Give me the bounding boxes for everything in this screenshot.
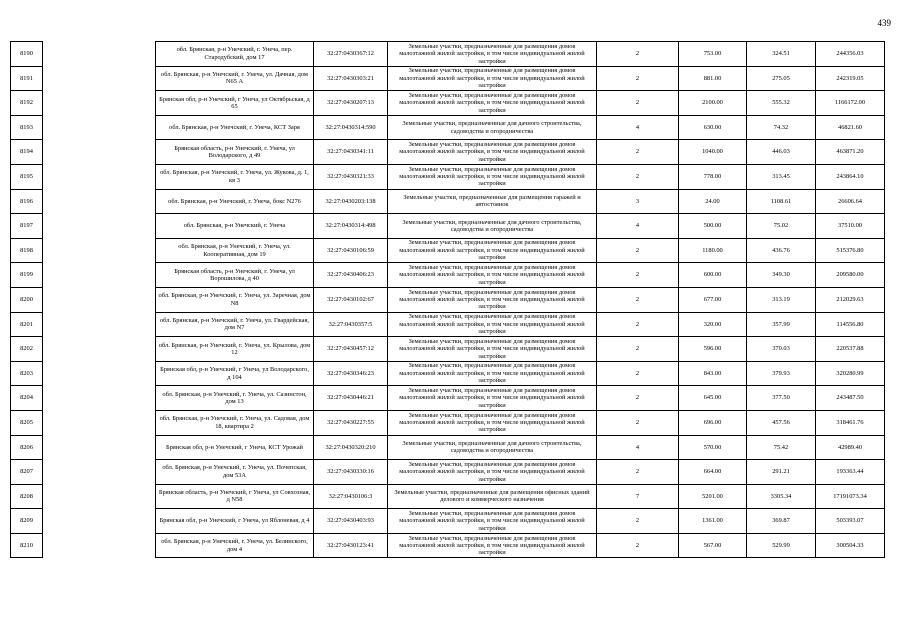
land-use-cell: Земельные участки, предназначенные для размещения домов малоэтажной жилой застройки, в том числе индивидуальной жилой застройки xyxy=(388,337,597,362)
blank-cell xyxy=(43,460,156,485)
rate-cell: 3305.34 xyxy=(747,484,816,509)
group-cell: 2 xyxy=(597,460,679,485)
land-use-cell: Земельные участки, предназначенные для размещения домов малоэтажной жилой застройки, в том числе индивидуальной жилой застройки xyxy=(388,164,597,189)
cadastral-value-cell: 1166172.00 xyxy=(816,91,885,116)
area-cell: 1180.00 xyxy=(679,238,747,263)
area-cell: 753.00 xyxy=(679,42,747,67)
land-use-cell: Земельные участки, предназначенные для размещения домов малоэтажной жилой застройки, в том числе индивидуальной жилой застройки xyxy=(388,386,597,411)
cadastral-value-cell: 212029.63 xyxy=(816,287,885,312)
group-cell: 2 xyxy=(597,287,679,312)
blank-cell xyxy=(43,410,156,435)
cadastral-value-cell: 37510.00 xyxy=(816,214,885,239)
cadastral-number-cell: 32:27:0430314:590 xyxy=(314,115,388,140)
blank-cell xyxy=(43,164,156,189)
table-row xyxy=(11,66,885,91)
land-use-cell: Земельные участки, предназначенные для размещения домов малоэтажной жилой застройки, в том числе индивидуальной жилой застройки xyxy=(388,238,597,263)
cadastral-number-cell: 32:27:0430227:55 xyxy=(314,410,388,435)
land-use-cell: Земельные участки, предназначенные для размещения домов малоэтажной жилой застройки, в том числе индивидуальной жилой застройки xyxy=(388,361,597,386)
land-use-cell: Земельные участки, предназначенные для дачного строительства, садоводства и огородничества xyxy=(388,115,597,140)
cadastral-value-cell: 243864.10 xyxy=(816,164,885,189)
address-cell: обл. Брянская, р-н Унечский, г. Унеча, КСТ Заря xyxy=(156,115,314,140)
table-row xyxy=(11,140,885,165)
group-cell: 4 xyxy=(597,115,679,140)
rate-cell: 457.56 xyxy=(747,410,816,435)
land-use-cell: Земельные участки, предназначенные для размещения домов малоэтажной жилой застройки, в том числе индивидуальной жилой застройки xyxy=(388,460,597,485)
row-number: 8206 xyxy=(11,435,43,460)
table-row xyxy=(11,189,885,214)
cadastral-number-cell: 32:27:0430330:16 xyxy=(314,460,388,485)
land-use-cell: Земельные участки, предназначенные для размещения домов малоэтажной жилой застройки, в том числе индивидуальной жилой застройки xyxy=(388,312,597,337)
row-number: 8204 xyxy=(11,386,43,411)
group-cell: 2 xyxy=(597,91,679,116)
row-number: 8208 xyxy=(11,484,43,509)
table-row xyxy=(11,460,885,485)
blank-cell xyxy=(43,238,156,263)
blank-cell xyxy=(43,115,156,140)
cadastral-number-cell: 32:27:0430341:11 xyxy=(314,140,388,165)
blank-cell xyxy=(43,42,156,67)
cadastral-value-cell: 209580.00 xyxy=(816,263,885,288)
row-number: 8201 xyxy=(11,312,43,337)
row-number: 8196 xyxy=(11,189,43,214)
cadastral-value-cell: 320280.99 xyxy=(816,361,885,386)
rate-cell: 74.32 xyxy=(747,115,816,140)
cadastral-number-cell: 32:27:0430106:59 xyxy=(314,238,388,263)
table-row xyxy=(11,337,885,362)
address-cell: Брянская обл, р-н Унечский, г Унеча, ул Володарского, д 104 xyxy=(156,361,314,386)
area-cell: 881.00 xyxy=(679,66,747,91)
cadastral-number-cell: 32:27:0430406:23 xyxy=(314,263,388,288)
blank-cell xyxy=(43,435,156,460)
row-number: 8202 xyxy=(11,337,43,362)
land-use-cell: Земельные участки, предназначенные для размещения домов малоэтажной жилой застройки, в том числе индивидуальной жилой застройки xyxy=(388,263,597,288)
row-number: 8199 xyxy=(11,263,43,288)
blank-cell xyxy=(43,140,156,165)
group-cell: 2 xyxy=(597,164,679,189)
cadastral-number-cell: 32:27:0430446:21 xyxy=(314,386,388,411)
rate-cell: 379.93 xyxy=(747,361,816,386)
row-number: 8193 xyxy=(11,115,43,140)
blank-cell xyxy=(43,66,156,91)
area-cell: 600.00 xyxy=(679,263,747,288)
blank-cell xyxy=(43,91,156,116)
cadastral-value-cell: 193363.44 xyxy=(816,460,885,485)
group-cell: 2 xyxy=(597,312,679,337)
address-cell: обл. Брянская, р-н Унечский, г. Унеча, ул. Белинского, дом 4 xyxy=(156,533,314,558)
blank-cell xyxy=(43,189,156,214)
rate-cell: 75.02 xyxy=(747,214,816,239)
row-number: 8192 xyxy=(11,91,43,116)
row-number: 8205 xyxy=(11,410,43,435)
rate-cell: 75.42 xyxy=(747,435,816,460)
land-use-cell: Земельные участки, предназначенные для дачного строительства, садоводства и огородничества xyxy=(388,435,597,460)
row-number: 8209 xyxy=(11,509,43,534)
table-row xyxy=(11,287,885,312)
address-cell: обл. Брянская, р-н Унечский, г. Унеча, ул. Дачная, дом N65 А xyxy=(156,66,314,91)
group-cell: 2 xyxy=(597,238,679,263)
cadastral-number-cell: 32:27:0430320:210 xyxy=(314,435,388,460)
cadastral-value-cell: 243487.50 xyxy=(816,386,885,411)
blank-cell xyxy=(43,361,156,386)
cadastral-number-cell: 32:27:0430367:12 xyxy=(314,42,388,67)
land-registry-table xyxy=(10,41,885,558)
group-cell: 2 xyxy=(597,42,679,67)
group-cell: 4 xyxy=(597,214,679,239)
address-cell: Брянская область, р-н Унечский, г. Унеча, ул Володарского, д 49 xyxy=(156,140,314,165)
blank-cell xyxy=(43,312,156,337)
table-row xyxy=(11,509,885,534)
cadastral-value-cell: 42989.40 xyxy=(816,435,885,460)
area-cell: 630.00 xyxy=(679,115,747,140)
cadastral-number-cell: 32:27:0430457:12 xyxy=(314,337,388,362)
land-use-cell: Земельные участки, предназначенные для размещения домов малоэтажной жилой застройки, в том числе индивидуальной жилой застройки xyxy=(388,509,597,534)
area-cell: 696.00 xyxy=(679,410,747,435)
land-use-cell: Земельные участки, предназначенные для размещения офисных зданий делового и коммерческого назначения xyxy=(388,484,597,509)
address-cell: обл. Брянская, р-н Унечский, г. Унеча, ул. Жукова, д. 1, кв 3 xyxy=(156,164,314,189)
address-cell: обл. Брянская, р-н Унечский, г. Унеча, ул. Гвардейская, дом N7 xyxy=(156,312,314,337)
area-cell: 664.00 xyxy=(679,460,747,485)
blank-cell xyxy=(43,509,156,534)
cadastral-value-cell: 114556.80 xyxy=(816,312,885,337)
group-cell: 2 xyxy=(597,509,679,534)
cadastral-number-cell: 32:27:0430346:23 xyxy=(314,361,388,386)
cadastral-number-cell: 32:27:0430314:498 xyxy=(314,214,388,239)
blank-cell xyxy=(43,214,156,239)
rate-cell: 446.03 xyxy=(747,140,816,165)
area-cell: 320.00 xyxy=(679,312,747,337)
cadastral-value-cell: 244356.03 xyxy=(816,42,885,67)
cadastral-value-cell: 300504.33 xyxy=(816,533,885,558)
row-number: 8195 xyxy=(11,164,43,189)
address-cell: обл. Брянская, р-н Унечский, г. Унеча, ул. Крылова, дом 12 xyxy=(156,337,314,362)
area-cell: 1361.00 xyxy=(679,509,747,534)
cadastral-number-cell: 32:27:0430207:13 xyxy=(314,91,388,116)
row-number: 8203 xyxy=(11,361,43,386)
table-row xyxy=(11,312,885,337)
cadastral-value-cell: 26606.64 xyxy=(816,189,885,214)
table-row xyxy=(11,214,885,239)
group-cell: 2 xyxy=(597,263,679,288)
table-row xyxy=(11,263,885,288)
blank-cell xyxy=(43,386,156,411)
area-cell: 24.00 xyxy=(679,189,747,214)
land-use-cell: Земельные участки, предназначенные для размещения гаражей и автостоянок xyxy=(388,189,597,214)
table-row xyxy=(11,361,885,386)
cadastral-value-cell: 503393.07 xyxy=(816,509,885,534)
group-cell: 2 xyxy=(597,361,679,386)
cadastral-value-cell: 220537.88 xyxy=(816,337,885,362)
group-cell: 4 xyxy=(597,435,679,460)
address-cell: Брянская область, р-н Унечский, г Унеча, ул Совхозная, д N58 xyxy=(156,484,314,509)
blank-cell xyxy=(43,337,156,362)
group-cell: 2 xyxy=(597,533,679,558)
address-cell: обл. Брянская, р-н Унечский, г. Унеча xyxy=(156,214,314,239)
group-cell: 2 xyxy=(597,410,679,435)
group-cell: 2 xyxy=(597,66,679,91)
cadastral-number-cell: 32:27:0430321:33 xyxy=(314,164,388,189)
table-body xyxy=(11,42,885,558)
address-cell: обл. Брянская, р-н Унечский, г. Унеча, бокс N276 xyxy=(156,189,314,214)
cadastral-value-cell: 463871.20 xyxy=(816,140,885,165)
group-cell: 2 xyxy=(597,386,679,411)
cadastral-number-cell: 32:27:0430357:5 xyxy=(314,312,388,337)
rate-cell: 370.03 xyxy=(747,337,816,362)
row-number: 8190 xyxy=(11,42,43,67)
land-use-cell: Земельные участки, предназначенные для дачного строительства, садоводства и огородничества xyxy=(388,214,597,239)
area-cell: 677.00 xyxy=(679,287,747,312)
cadastral-value-cell: 515376.80 xyxy=(816,238,885,263)
cadastral-number-cell: 32:27:0430303:21 xyxy=(314,66,388,91)
row-number: 8200 xyxy=(11,287,43,312)
rate-cell: 369.87 xyxy=(747,509,816,534)
area-cell: 596.00 xyxy=(679,337,747,362)
area-cell: 2100.00 xyxy=(679,91,747,116)
area-cell: 500.00 xyxy=(679,214,747,239)
rate-cell: 529.99 xyxy=(747,533,816,558)
land-use-cell: Земельные участки, предназначенные для размещения домов малоэтажной жилой застройки, в том числе индивидуальной жилой застройки xyxy=(388,533,597,558)
group-cell: 2 xyxy=(597,337,679,362)
cadastral-number-cell: 32:27:0430123:41 xyxy=(314,533,388,558)
blank-cell xyxy=(43,484,156,509)
blank-cell xyxy=(43,287,156,312)
table-row xyxy=(11,484,885,509)
group-cell: 7 xyxy=(597,484,679,509)
cadastral-value-cell: 17191073.34 xyxy=(816,484,885,509)
area-cell: 570.00 xyxy=(679,435,747,460)
cadastral-number-cell: 32:27:0430203:138 xyxy=(314,189,388,214)
address-cell: Брянская область, р-н Унечский, г. Унеча, ул Ворошилова, д 40 xyxy=(156,263,314,288)
table-row xyxy=(11,91,885,116)
rate-cell: 324.51 xyxy=(747,42,816,67)
land-use-cell: Земельные участки, предназначенные для размещения домов малоэтажной жилой застройки, в том числе индивидуальной жилой застройки xyxy=(388,91,597,116)
land-use-cell: Земельные участки, предназначенные для размещения домов малоэтажной жилой застройки, в том числе индивидуальной жилой застройки xyxy=(388,66,597,91)
rate-cell: 357.99 xyxy=(747,312,816,337)
rate-cell: 313.45 xyxy=(747,164,816,189)
blank-cell xyxy=(43,263,156,288)
cadastral-value-cell: 46821.60 xyxy=(816,115,885,140)
address-cell: Брянская обл, р-н Унечский, г Унеча, ул Яблоневая, д 4 xyxy=(156,509,314,534)
area-cell: 1040.00 xyxy=(679,140,747,165)
land-use-cell: Земельные участки, предназначенные для размещения домов малоэтажной жилой застройки, в том числе индивидуальной жилой застройки xyxy=(388,410,597,435)
row-number: 8191 xyxy=(11,66,43,91)
row-number: 8198 xyxy=(11,238,43,263)
row-number: 8210 xyxy=(11,533,43,558)
cadastral-value-cell: 318461.76 xyxy=(816,410,885,435)
rate-cell: 377.50 xyxy=(747,386,816,411)
cadastral-number-cell: 32:27:0430106:3 xyxy=(314,484,388,509)
rate-cell: 555.32 xyxy=(747,91,816,116)
address-cell: обл. Брянская, р-н Унечский, г. Унеча, ул. Почепская, дом 53А xyxy=(156,460,314,485)
area-cell: 5201.00 xyxy=(679,484,747,509)
cadastral-number-cell: 32:27:0430102:67 xyxy=(314,287,388,312)
table-row xyxy=(11,410,885,435)
table-row xyxy=(11,435,885,460)
address-cell: обл. Брянская, р-н Унечский, г. Унеча, ул. Сазинстон, дом 13 xyxy=(156,386,314,411)
table-row xyxy=(11,238,885,263)
area-cell: 843.00 xyxy=(679,361,747,386)
address-cell: обл. Брянская, р-н Унечский, г. Унеча, пер. Стародубский, дом 17 xyxy=(156,42,314,67)
row-number: 8207 xyxy=(11,460,43,485)
table-row xyxy=(11,164,885,189)
table-row xyxy=(11,115,885,140)
rate-cell: 349.30 xyxy=(747,263,816,288)
address-cell: обл. Брянская, р-н Унечский, г. Унеча, ул. Садовая, дом 18, квартира 2 xyxy=(156,410,314,435)
group-cell: 3 xyxy=(597,189,679,214)
land-use-cell: Земельные участки, предназначенные для размещения домов малоэтажной жилой застройки, в том числе индивидуальной жилой застройки xyxy=(388,287,597,312)
rate-cell: 313.19 xyxy=(747,287,816,312)
address-cell: Брянская обл, р-н Унечский, г Унеча, КСТ Урожай xyxy=(156,435,314,460)
blank-cell xyxy=(43,533,156,558)
table-row xyxy=(11,42,885,67)
row-number: 8194 xyxy=(11,140,43,165)
address-cell: обл. Брянская, р-н Унечский, г. Унеча, ул. Кооперативная, дом 19 xyxy=(156,238,314,263)
land-use-cell: Земельные участки, предназначенные для размещения домов малоэтажной жилой застройки, в том числе индивидуальной жилой застройки xyxy=(388,42,597,67)
row-number: 8197 xyxy=(11,214,43,239)
area-cell: 567.00 xyxy=(679,533,747,558)
page-number: 439 xyxy=(877,18,891,28)
cadastral-value-cell: 242319.05 xyxy=(816,66,885,91)
land-use-cell: Земельные участки, предназначенные для размещения домов малоэтажной жилой застройки, в том числе индивидуальной жилой застройки xyxy=(388,140,597,165)
area-cell: 645.00 xyxy=(679,386,747,411)
rate-cell: 291.21 xyxy=(747,460,816,485)
table-row xyxy=(11,386,885,411)
group-cell: 2 xyxy=(597,140,679,165)
rate-cell: 436.76 xyxy=(747,238,816,263)
rate-cell: 1108.61 xyxy=(747,189,816,214)
table-row xyxy=(11,533,885,558)
address-cell: обл. Брянская, р-н Унечский, г. Унеча, ул. Заречная, дом N8 xyxy=(156,287,314,312)
rate-cell: 275.05 xyxy=(747,66,816,91)
cadastral-number-cell: 32:27:0430403:93 xyxy=(314,509,388,534)
address-cell: Брянская обл, р-н Унечский, г Унеча, ул Октябрьская, д 65 xyxy=(156,91,314,116)
area-cell: 778.00 xyxy=(679,164,747,189)
